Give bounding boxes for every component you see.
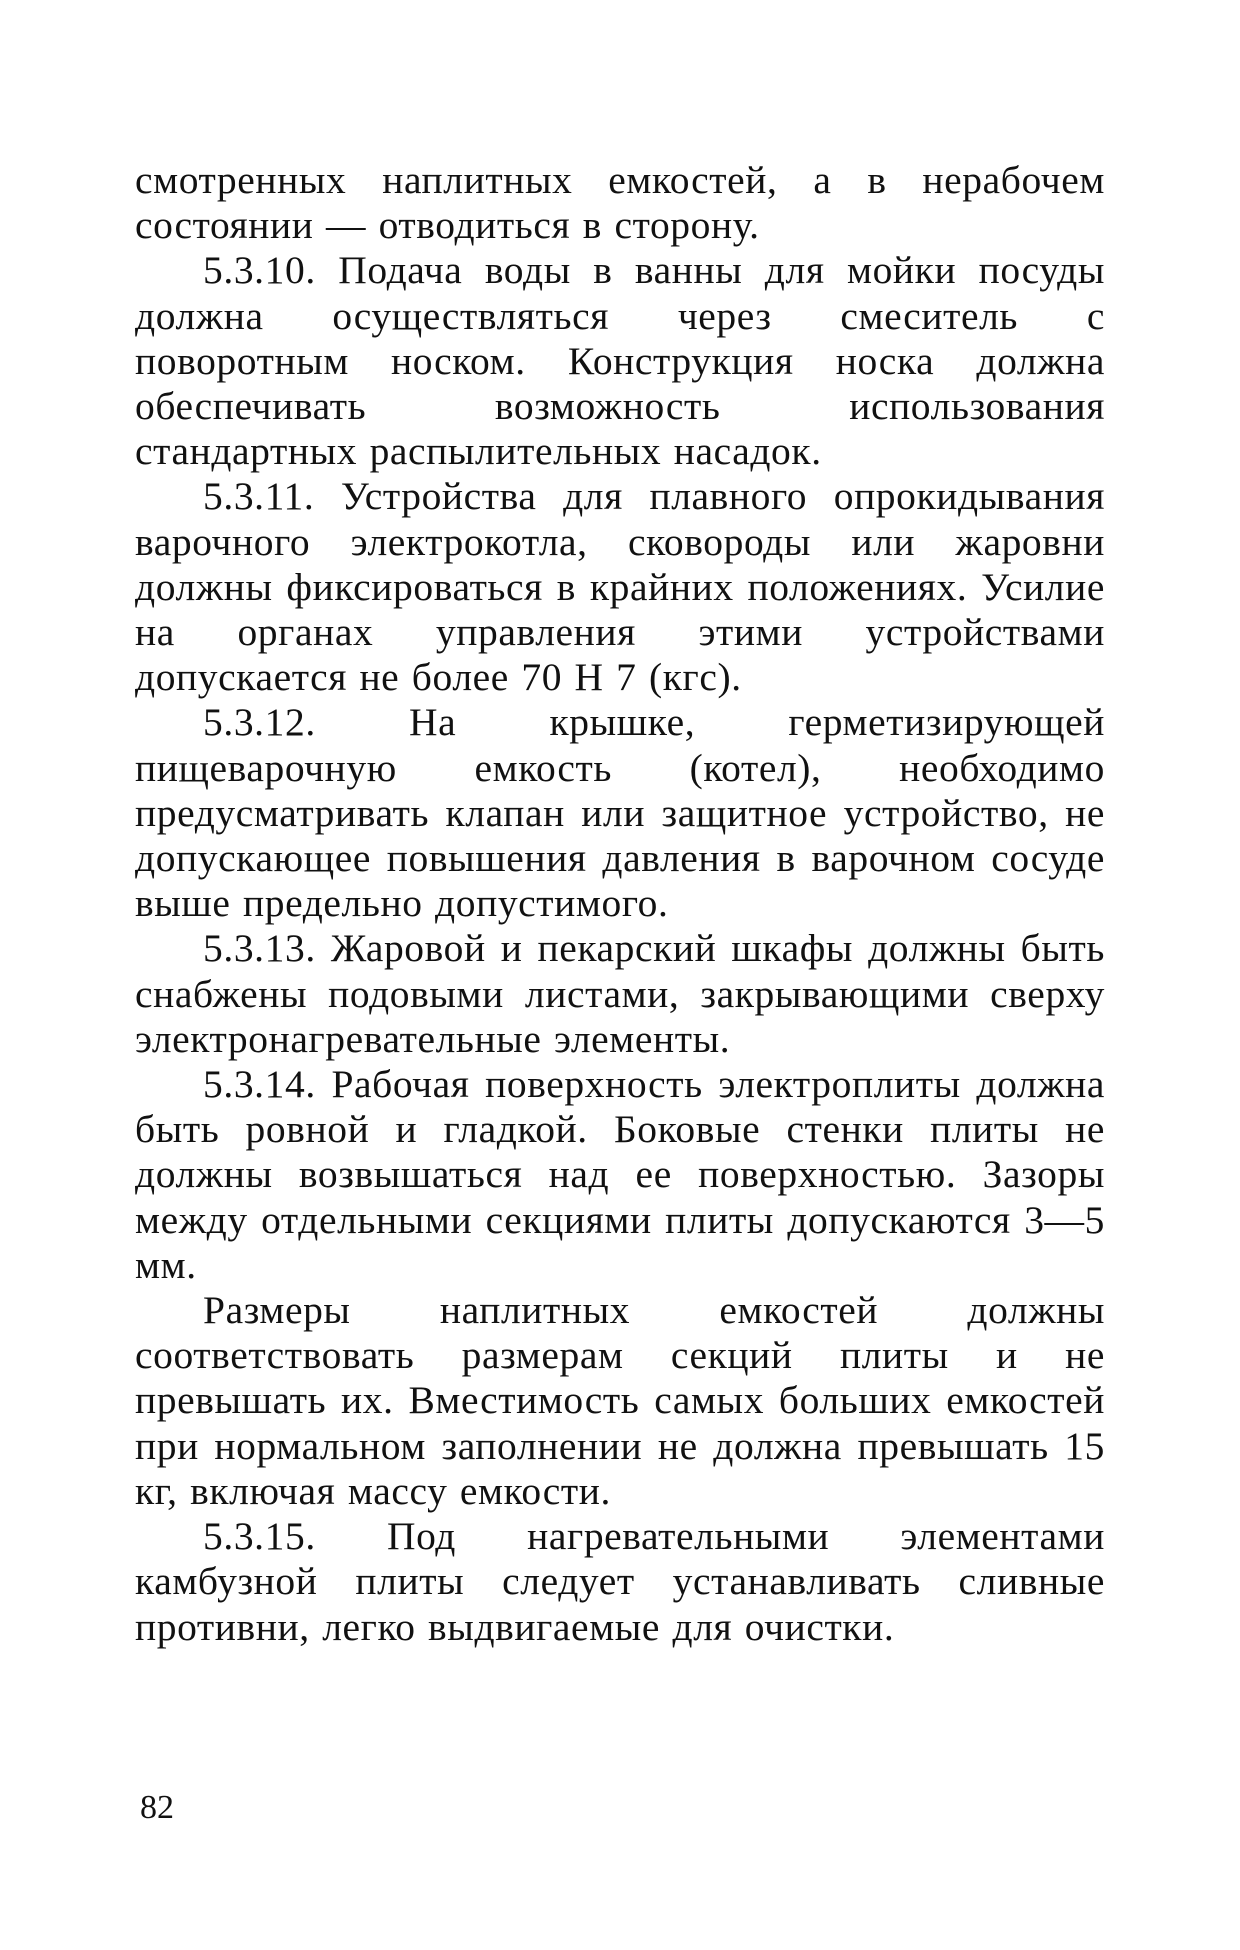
paragraph-5-3-10: 5.3.10. Подача воды в ванны для мойки посуды должна осуществляться через смеситель с поворотным носком. Конструкция носка должна обеспечивать возможность использования стандартных распылительных насадок. [135,248,1105,474]
paragraph-5-3-15: 5.3.15. Под нагревательными элементами камбузной плиты следует устанавливать сливные противни, легко выдвигаемые для очистки. [135,1514,1105,1649]
paragraph-continuation: смотренных наплитных емкостей, а в нерабочем состоянии — отводиться в сторону. [135,158,1105,248]
page-number: 82 [140,1789,174,1826]
paragraph-5-3-11: 5.3.11. Устройства для плавного опрокидывания варочного электрокотла, сковороды или жаровни должны фиксироваться в крайних положениях. Усилие на органах управления этими устройствами допускается не более 70 Н 7 (кгс). [135,474,1105,700]
paragraph-5-3-13: 5.3.13. Жаровой и пекарский шкафы должны быть снабжены подовыми листами, закрывающими сверху электронагревательные элементы. [135,926,1105,1061]
paragraph-5-3-14: 5.3.14. Рабочая поверхность электроплиты должна быть ровной и гладкой. Боковые стенки плиты не должны возвышаться над ее поверхностью. Зазоры между отдельными секциями плиты допускаются 3—5 мм. [135,1062,1105,1287]
page-body [135,158,1105,1650]
paragraph-5-3-12: 5.3.12. На крышке, герметизирующей пищеварочную емкость (котел), необходимо предусматривать клапан или защитное устройство, не допускающее повышения давления в варочном сосуде выше предельно допустимого. [135,700,1105,926]
paragraph-dimensions: Размеры наплитных емкостей должны соответствовать размерам секций плиты и не превышать их. Вместимость самых больших емкостей при нормальном заполнении не должна превышать 15 кг, включая массу емкости. [135,1288,1105,1513]
